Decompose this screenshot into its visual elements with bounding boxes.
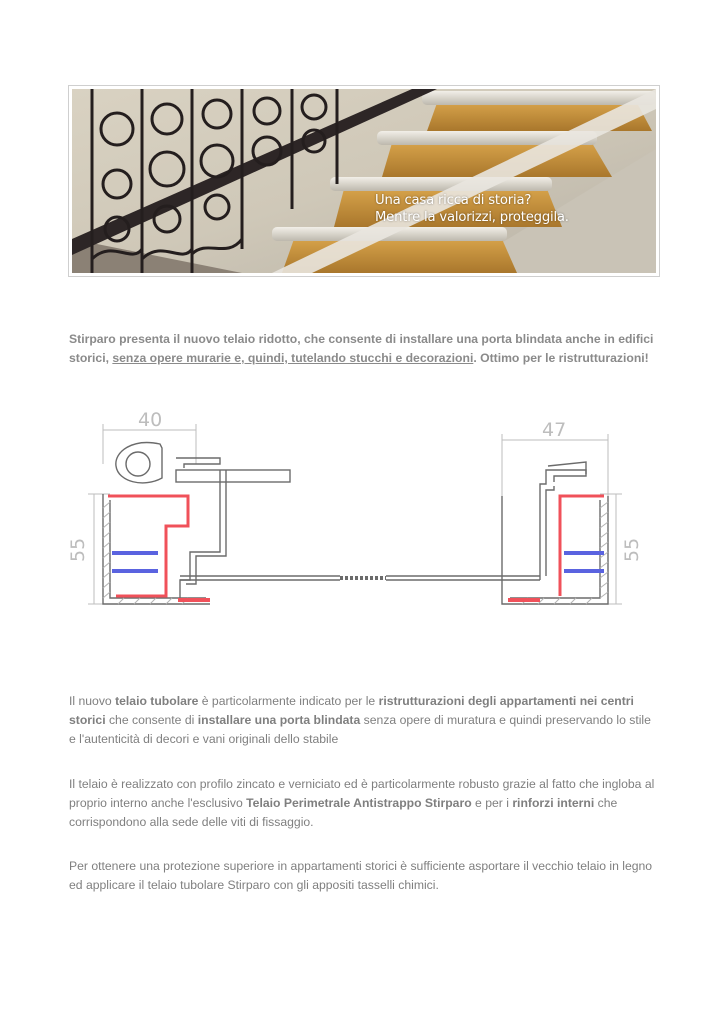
hero-caption	[375, 192, 655, 226]
dim-right-top-label: 47	[542, 419, 567, 441]
p3-text: Per ottenere una protezione superiore in appartamenti storici è sufficiente asportare il vecchio telaio in legno ed applicare il telaio tubolare Stirparo con gli appositi tasselli chimici.	[69, 859, 653, 892]
p2-bold-1: Telaio Perimetrale Antistrappo Stirparo	[246, 796, 472, 810]
p1-bold-3: installare una porta blindata	[197, 713, 361, 727]
right-profile	[502, 462, 608, 604]
p2-text-3: che corrispondono alla sede delle viti di fissaggio.	[69, 796, 618, 829]
p2-bold-2: rinforzi interni	[512, 796, 595, 810]
hero-caption-line-1: Una casa ricca di storia?	[375, 193, 532, 208]
p1-text-3: che consente di	[105, 713, 198, 727]
dim-left-side-line	[88, 494, 110, 604]
hero-caption-line-2: Mentre la valorizzi, proteggila.	[375, 210, 569, 225]
p1-bold-2: ristrutturazioni degli appartamenti nei centri storici	[69, 694, 634, 727]
p2-text-2: e per i	[471, 796, 513, 810]
frame-section-svg	[67, 404, 660, 616]
door-threshold	[180, 576, 540, 580]
p1-text-2: è particolarmente indicato per le	[198, 694, 379, 708]
intro-text-2: . Ottimo per le ristrutturazioni!	[473, 351, 649, 365]
intro-underlined-text: senza opere murarie e, quindi, tutelando stucchi e decorazioni	[112, 351, 474, 365]
dim-right-side-label: 55	[621, 537, 643, 562]
left-insulation	[112, 551, 158, 573]
paragraph-protezione-superiore	[69, 857, 659, 895]
left-red-frame	[108, 496, 188, 596]
right-red-frame	[560, 496, 604, 596]
p1-bold-1: telaio tubolare	[115, 694, 199, 708]
frame-section-drawing	[67, 404, 660, 616]
right-insulation	[564, 551, 604, 573]
dim-left-top-label: 40	[138, 409, 163, 431]
hero-banner	[68, 85, 660, 277]
paragraph-telaio-tubolare	[69, 692, 659, 749]
paragraph-profilo-zincato	[69, 775, 659, 832]
intro-text-1: Stirparo presenta il nuovo telaio ridotto, che consente di installare una porta blindata anche in edifici storici,	[69, 332, 654, 365]
p2-text-1: Il telaio è realizzato con profilo zincato e verniciato ed è particolarmente robusto grazie al fatto che ingloba al proprio interno anche l'esclusivo	[69, 777, 655, 810]
p1-text-4: senza opere di muratura e quindi preservando lo stile e l'autenticità di decori e vani originali dello stabile	[69, 713, 651, 746]
dim-left-side-label: 55	[67, 537, 89, 562]
staircase-photo	[72, 89, 656, 273]
intro-paragraph	[69, 330, 659, 368]
dim-right-side-line	[600, 494, 622, 604]
p1-text-1: Il nuovo	[69, 694, 116, 708]
